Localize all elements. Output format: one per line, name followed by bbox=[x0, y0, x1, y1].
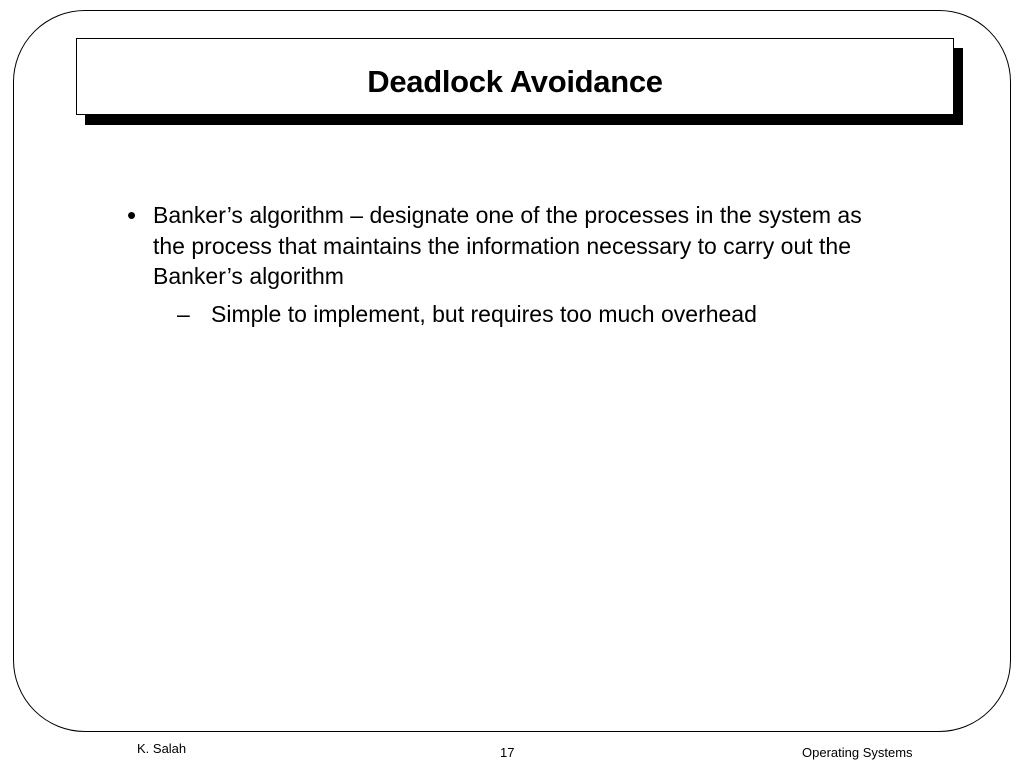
sub-bullet-item bbox=[177, 299, 897, 329]
title-box bbox=[76, 38, 954, 115]
footer-author: K. Salah bbox=[137, 741, 187, 756]
footer-course: Operating Systems bbox=[802, 745, 913, 760]
sub-bullet-text: Simple to implement, but requires too much overhead bbox=[211, 300, 757, 327]
slide-title: Deadlock Avoidance bbox=[367, 63, 663, 99]
footer-page-number: 17 bbox=[500, 745, 515, 760]
bullet-marker: • bbox=[127, 200, 137, 230]
sub-bullet-marker: – bbox=[177, 300, 190, 327]
bullet-item bbox=[127, 200, 897, 292]
bullet-text: Banker’s algorithm – designate one of the processes in the system as the process that maintains the information necessary to carry out the Banker’s algorithm bbox=[153, 202, 862, 289]
slide-content bbox=[127, 200, 897, 329]
